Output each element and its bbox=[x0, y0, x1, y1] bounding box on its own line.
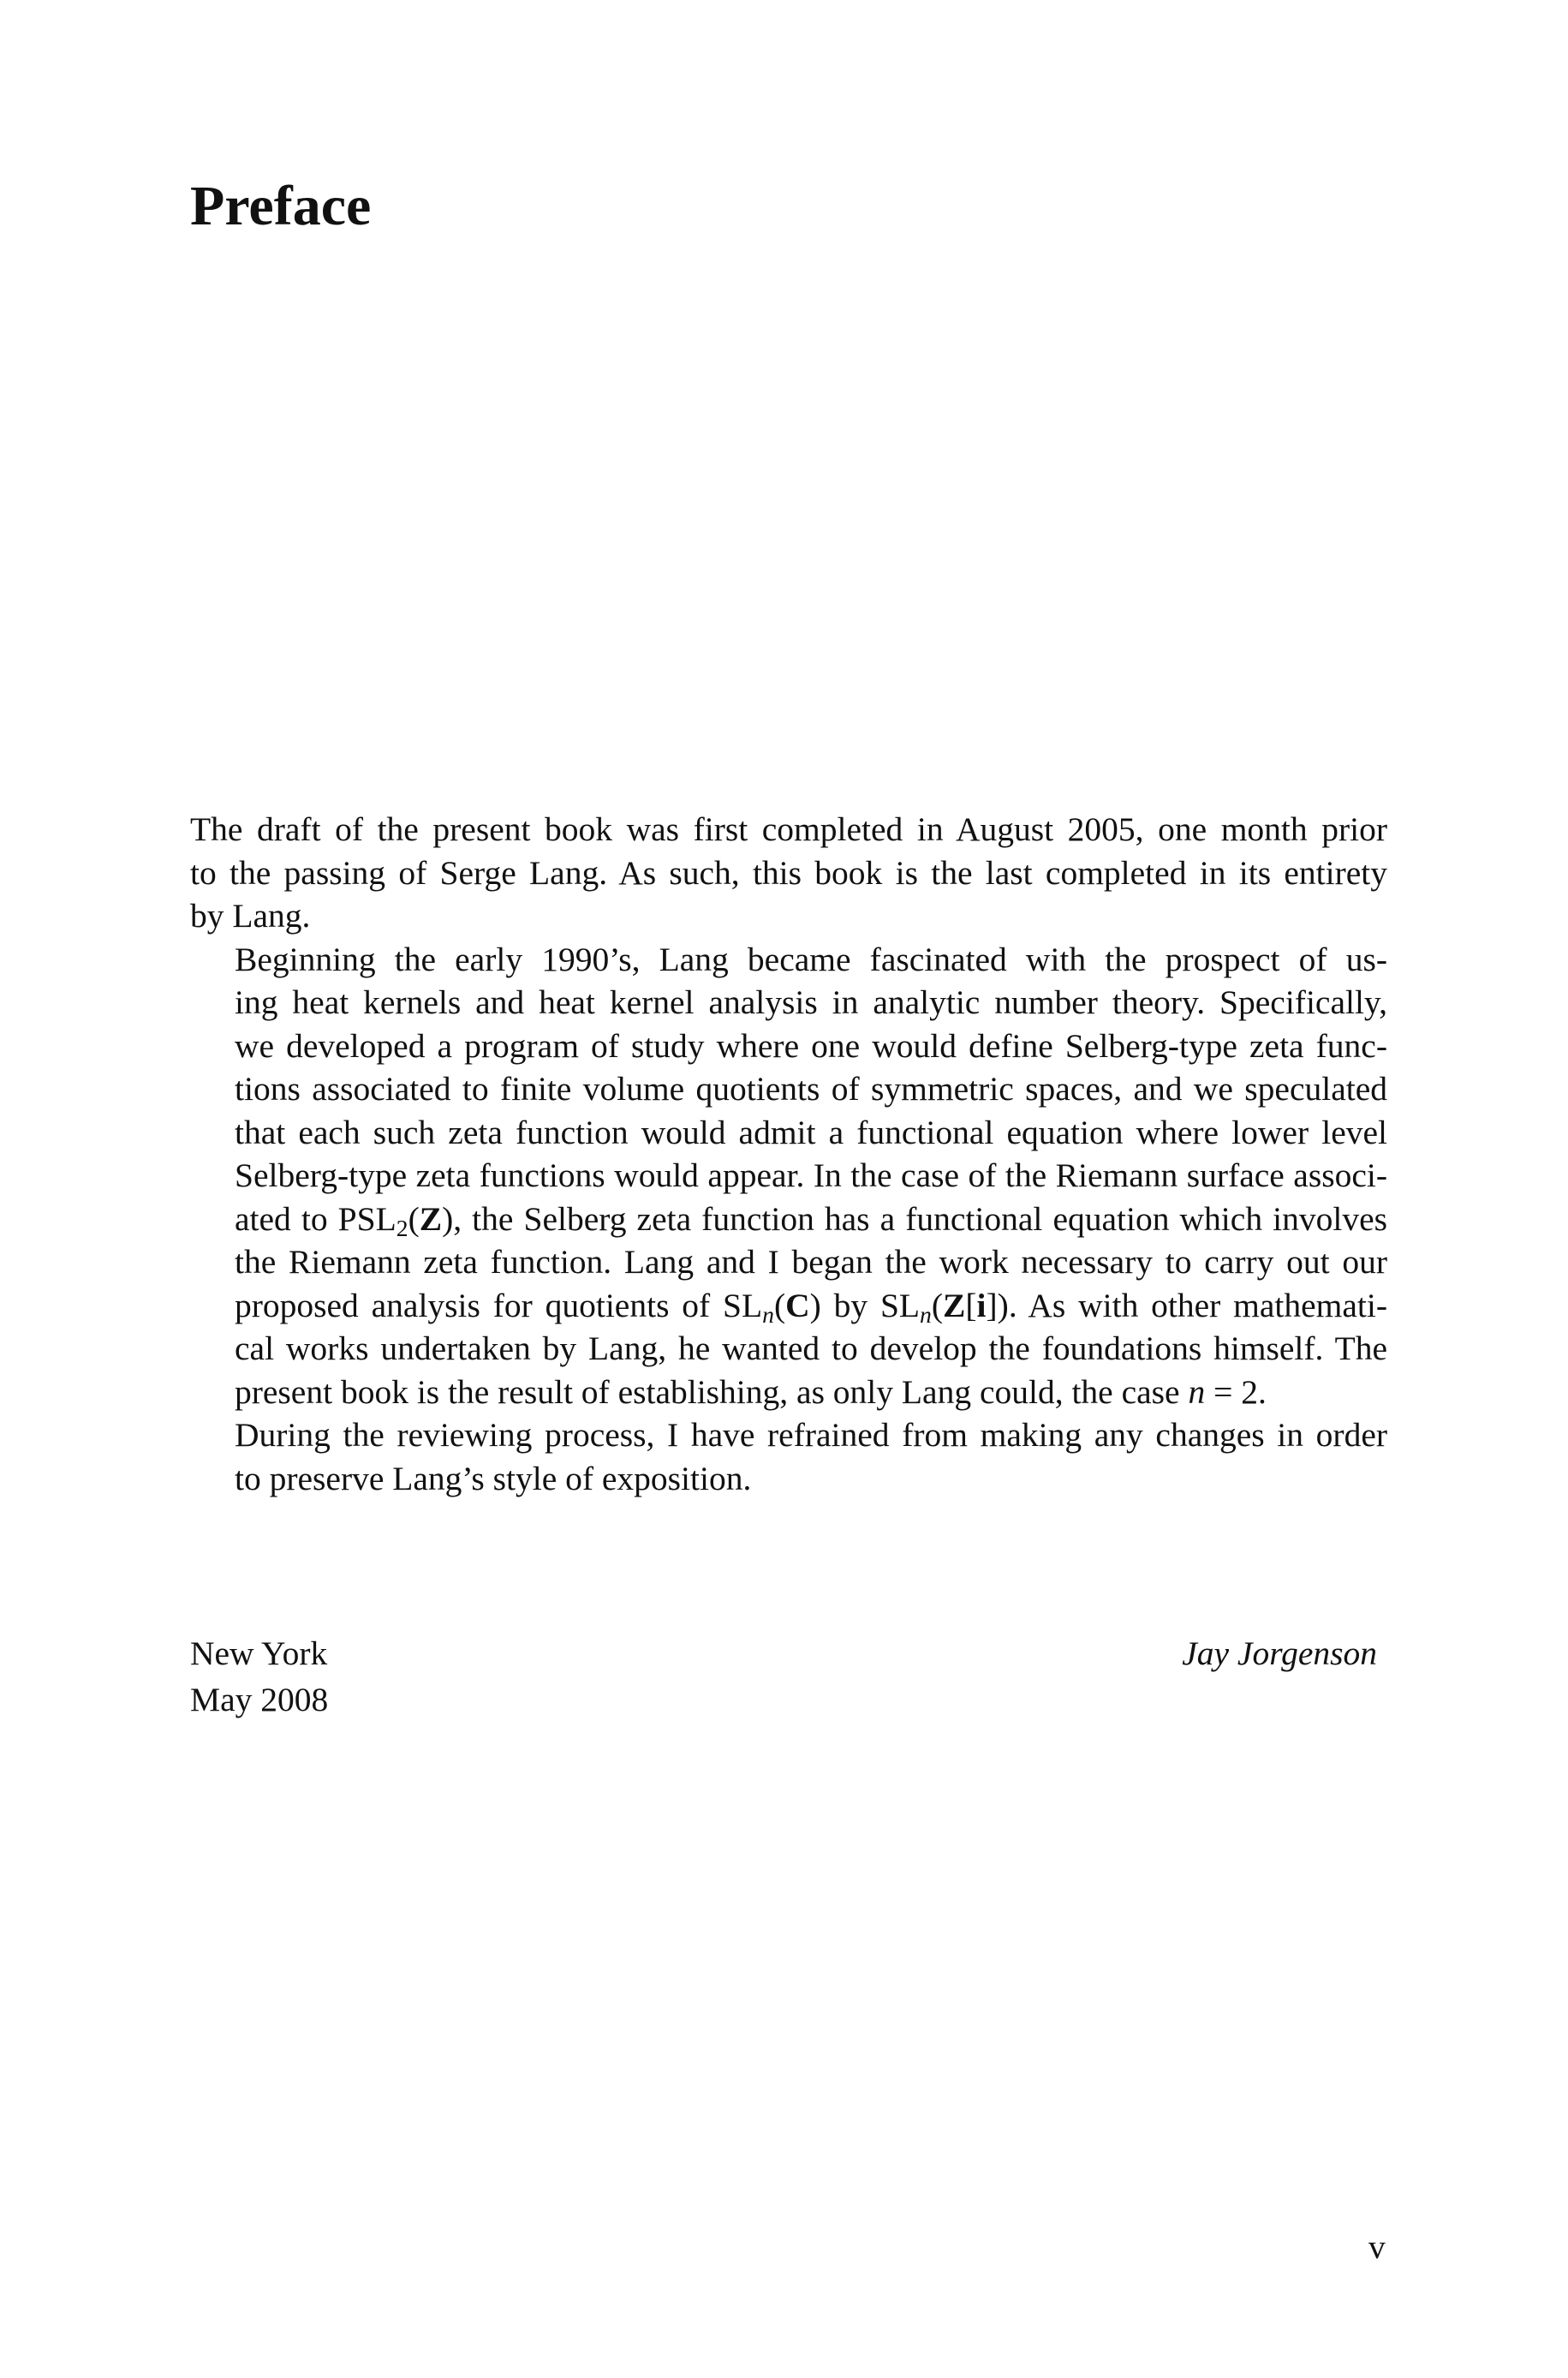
text-line: we developed a program of study where one would define Selberg-type zeta func- bbox=[235, 1026, 1387, 1065]
text-line: to preserve Lang’s style of exposition. bbox=[235, 1459, 752, 1497]
page-number: v bbox=[1368, 2228, 1386, 2266]
paragraph-3 bbox=[190, 1413, 1387, 1500]
text-line: ated to $PSL_2(Z)$, the Selberg zeta function has a functional equation which involves bbox=[235, 1199, 1387, 1241]
text-line: tions associated to finite volume quotients of symmetric spaces, and we speculated bbox=[235, 1070, 1387, 1108]
text-line: the Riemann zeta function. Lang and I began the work necessary to carry out our bbox=[235, 1243, 1387, 1281]
preface-body bbox=[190, 808, 1387, 1500]
text-line: Selberg-type zeta functions would appear. In the case of the Riemann surface associ- bbox=[235, 1156, 1387, 1194]
text-line: present book is the result of establishing, as only Lang could, the case n = 2. bbox=[235, 1372, 1267, 1411]
text-line: that each such zeta function would admit a functional equation where lower level bbox=[235, 1113, 1387, 1151]
date: May 2008 bbox=[190, 1681, 329, 1718]
text-line: The draft of the present book was first completed in August 2005, one month prior bbox=[190, 810, 1387, 848]
paragraph-1 bbox=[190, 808, 1387, 938]
text-line: cal works undertaken by Lang, he wanted to develop the foundations himself. The bbox=[235, 1329, 1387, 1367]
text-line: to the passing of Serge Lang. As such, this book is the last completed in its entirety bbox=[190, 853, 1387, 892]
text-line: ing heat kernels and heat kernel analysis in analytic number theory. Specifically, bbox=[235, 983, 1387, 1021]
text-line: proposed analysis for quotients of $SL_n(C)$ by $SL_n(Z[i])$. As with other mathemati- bbox=[235, 1286, 1388, 1328]
place-date bbox=[190, 1630, 328, 1723]
place: New York bbox=[190, 1634, 328, 1672]
author-signature: Jay Jorgenson bbox=[1182, 1634, 1377, 1672]
text-line: Beginning the early 1990’s, Lang became fascinated with the prospect of us- bbox=[235, 940, 1387, 978]
paragraph-2 bbox=[190, 938, 1387, 1414]
page-title: Preface bbox=[190, 175, 372, 237]
text-line: by Lang. bbox=[190, 897, 311, 935]
text-line: During the reviewing process, I have refrained from making any changes in order bbox=[235, 1416, 1387, 1454]
